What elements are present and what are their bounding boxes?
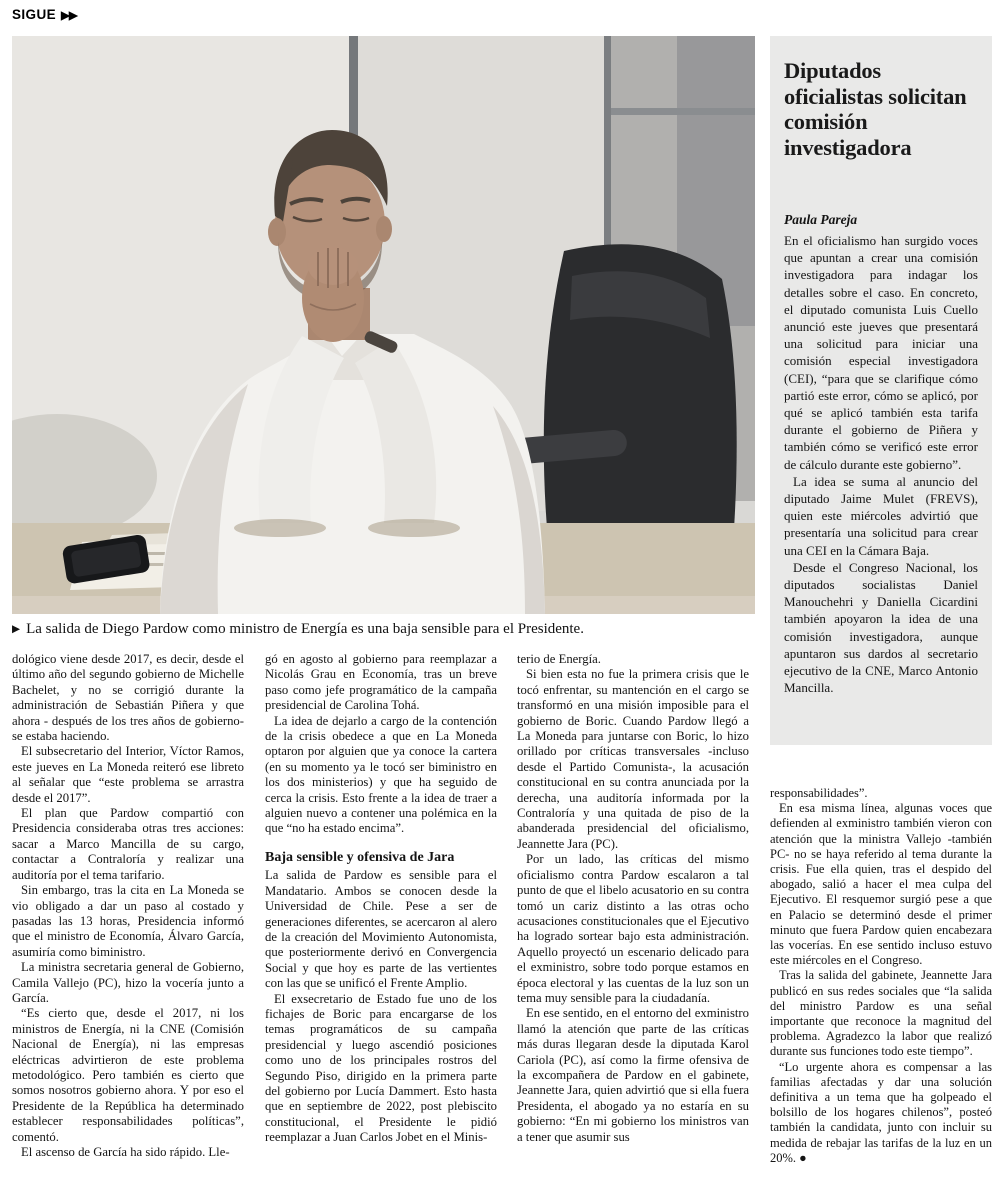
article-paragraph: El exsecretario de Estado fue uno de los fichajes de Boric para encargarse de los temas programáticos de su campaña presidencial y luego ascendió posiciones como uno de los principales rostros del Segundo Piso, dirigido en la primera parte del gobierno por Lucía Dammert. Esto hasta que en septiembre de 2022, post plebiscito constitucional, el Presidente le pidió reemplazar a Juan Carlos Jobet en el Minis-	[265, 991, 497, 1145]
caption-arrow-icon: ▶	[12, 623, 21, 635]
article-paragraph: dológico viene desde 2017, es decir, desde el último año del segundo gobierno de Michelle Bachelet, y no se corrigió durante la administración de Sebastián Piñera y que ahora - después de los tres años de gobierno- se estaba haciendo.	[12, 652, 244, 744]
photo-caption	[12, 621, 755, 638]
article-paragraph: terio de Energía.	[517, 652, 601, 666]
photo-illustration	[12, 36, 755, 614]
article-column-4	[770, 786, 992, 1192]
article-paragraph: responsabilidades”.	[770, 786, 868, 800]
sidebar-byline: Paula Pareja	[784, 212, 858, 227]
article-paragraph: El plan que Pardow compartió con Presidencia consideraba otras tres acciones: sacar a Marco Mancilla de su cargo, contactar a Contraloría y realizar una auditoría por el tema tarifario.	[12, 806, 244, 882]
sidebar-paragraph: En el oficialismo han surgido voces que apuntan a crear una comisión investigadora para indagar los detalles sobre el caso. En concreto, el diputado comunista Luis Cuello anunció este jueves que presentará una solicitud para iniciar una comisión especial investigadora (CEI), “para que se clarifique cómo partió este error, cómo se aplicó, por qué se aplicó también esta tarifa durante el gobierno de Piñera y también cómo se verificó este error de cálculo durante este gobierno”.	[784, 233, 978, 472]
sidebar-paragraph: La idea se suma al anuncio del diputado Jaime Mulet (FREVS), quien este miércoles advirtió que presentaría una solicitud para crear una CEI en la Cámara Baja.	[784, 473, 978, 558]
article-paragraph: La salida de Pardow es sensible para el Mandatario. Ambos se conocen desde la Universidad de Chile. Pese a ser de generaciones diferentes, se acercaron al alero de la creación del Movimiento Autonomista, que posteriormente derivó en Convergencia Social y que hoy es parte de las vertientes con las que se unificó el Frente Amplio.	[265, 868, 497, 991]
kicker-label: SIGUE	[12, 7, 57, 22]
article-column-1	[12, 652, 244, 1192]
article-paragraph: El subsecretario del Interior, Víctor Ramos, este jueves en La Moneda reiteró ese libreto al señalar que “este problema se arrastra desde el 2017”.	[12, 744, 244, 805]
article-paragraph: La idea de dejarlo a cargo de la contención de la crisis obedece a que en La Moneda optaron por alguien que ya conoce la cartera (en su momento ya le tocó ser biministro en los dos ministerios) y que ha seguido de cerca la crisis. Esto frente a la idea de traer a alguien nuevo a contener una polémica en la que “no ha estado encima”.	[265, 713, 497, 836]
article-paragraph: En esa misma línea, algunas voces que defienden al exministro también vieron con atención que la ministra Vallejo -también PC- no se haya referido al tema durante la crisis. Fue ella quien, tras el despido del abogado, salió a hacer el mea culpa del Ejecutivo. El resquemor surgió pese a que en Palacio se determinó desde el primer minuto que fuera Pardow quien encabezara las vocerías. En ese sentido incluso estuvo este miércoles en el Congreso.	[770, 801, 992, 968]
article-paragraph: El ascenso de García ha sido rápido. Lle-	[21, 1145, 230, 1159]
sidebar-title: Diputados oficialistas solicitan comisión investigadora	[784, 58, 967, 160]
article-paragraph: Si bien esta no fue la primera crisis que le tocó enfrentar, su mantención en el cargo se transformó en una misión imposible para el gobierno de Boric. Cuando Pardow llegó a La Moneda para juntarse con Boric, lo hizo orillado por críticas transversales -incluso desde el Partido Comunista-, la acusación constitucional en su contra anunciada por la derecha, una auditoría informada por la Contraloría y una quitada de piso de la abanderada presidencial del oficialismo, Jeannette Jara (PC).	[517, 667, 749, 851]
kicker-arrows-icon: ▶▶	[61, 10, 77, 22]
article-paragraph: La ministra secretaria general de Gobierno, Camila Vallejo (PC), hizo la vocería junto a García.	[12, 960, 244, 1005]
article-paragraph: Por un lado, las críticas del mismo oficialismo contra Pardow escalaron a tal punto de que el libelo acusatorio en su contra tomó un cariz distinto a las otras ocho acusaciones constitucionales que el Ejecutivo ha logrado sortear bajo esta administración. Aquello proyectó un escenario delicado para el exministro, sobre todo porque estamos en época electoral y las cuentas de la luz son un tema muy sensible para la ciudadanía.	[517, 852, 749, 1005]
article-column-2	[265, 652, 497, 1192]
article-column-3	[517, 652, 749, 1192]
article-paragraph: En ese sentido, en el entorno del exministro llamó la atención que parte de las críticas más duras llegaran desde la diputada Karol Cariola (PC), así como la firme ofensiva de la excompañera de Pardow en el gabinete, Jeannette Jara, quien advirtió que si ella fuera Presidenta, el abogado ya no estaría en su gobierno: “En mi gobierno los ministros van a tener que asumir sus	[517, 1006, 749, 1144]
article-paragraph: “Es cierto que, desde el 2017, ni los ministros de Energía, ni la CNE (Comisión Nacional de Energía), ni las empresas eléctricas advirtieron de este problema metodológico. Pero también es cierto que somos nosotros gobierno ahora. Y por eso el Presidente de la República ha determinado establecer responsabilidades políticas”, comentó.	[12, 1006, 244, 1144]
article-paragraph: gó en agosto al gobierno para reemplazar a Nicolás Grau en Economía, tras un breve paso como jefe programático de la campaña presidencial de Carolina Tohá.	[265, 652, 497, 713]
caption-text: La salida de Diego Pardow como ministro de Energía es una baja sensible para el Presidente.	[26, 621, 584, 637]
article-paragraph: Tras la salida del gabinete, Jeannette Jara publicó en sus redes sociales que “la salida del ministro Pardow es una señal importante que reconoce la magnitud del problema. Agradezco la labor que realizó durante sus funciones todo este tiempo”.	[770, 968, 992, 1059]
article-subhead: Baja sensible y ofensiva de Jara	[265, 849, 455, 865]
sidebar-story	[770, 36, 992, 745]
article-paragraph: Sin embargo, tras la cita en La Moneda se vio obligado a dar un paso al costado y pasadas las 13 horas, Presidencia informó que el ministro de Economía, Álvaro García, asumiría como biministro.	[12, 883, 244, 959]
sidebar-paragraph: Desde el Congreso Nacional, los diputados socialistas Daniel Manouchehri y Daniella Cicardini también apoyaron la idea de una comisión investigadora, aunque apuntaron sus dardos al secretario ejecutivo de la CNE, Marco Antonio Mancilla.	[784, 559, 978, 696]
article-paragraph: “Lo urgente ahora es compensar a las familias afectadas y dar una solución definitiva a un tema que ha golpeado el bolsillo de los hogares chilenos”, posteó también la candidata, junto con incluir su medida de rebajar las tarifas de la luz en un 20%. ●	[770, 1059, 992, 1165]
article-photo	[12, 36, 755, 614]
continuation-header	[12, 7, 77, 22]
